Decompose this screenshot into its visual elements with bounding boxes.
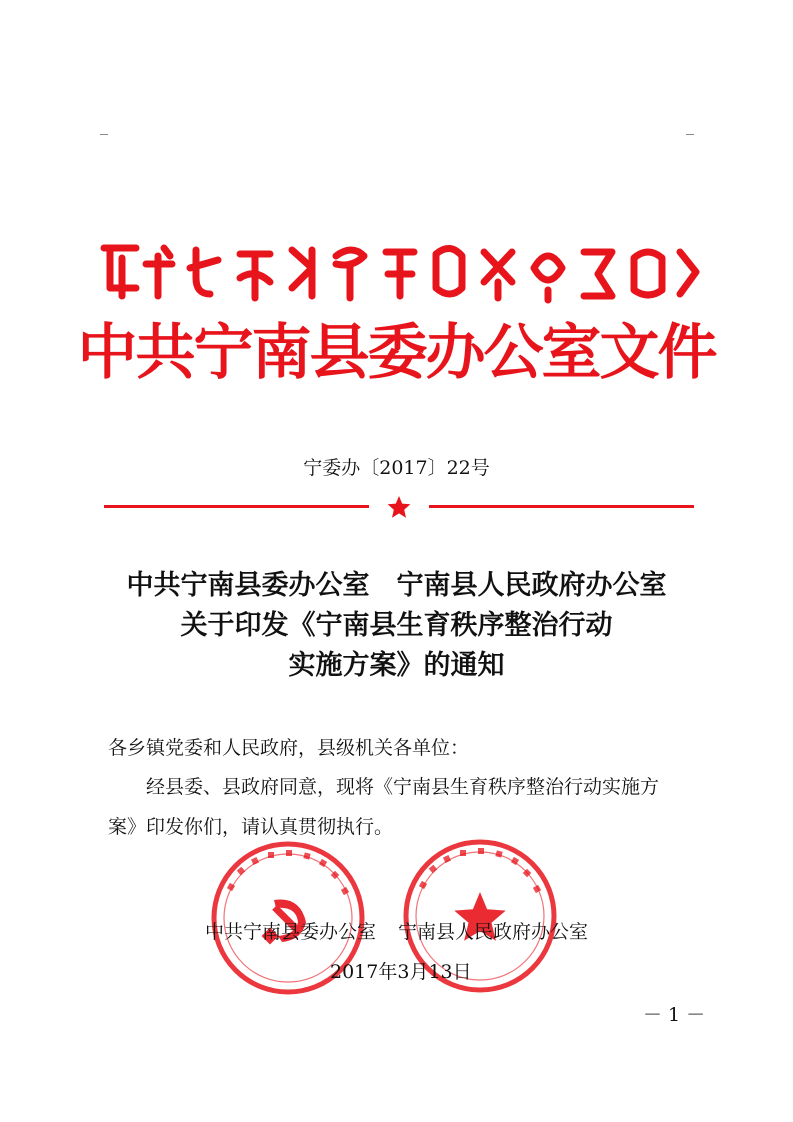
notice-subject [0,566,793,686]
addressee: 各乡镇党委和人民政府，县级机关各单位： [108,737,470,759]
issuer-government-office: 宁南县人民政府办公室 [398,921,589,943]
issue-date: 2017年3月13日 [330,961,472,983]
subject-line-1: 中共宁南县委办公室 宁南县人民政府办公室 [126,570,667,601]
body-paragraph-line-1: 经县委、县政府同意，现将《宁南县生育秩序整治行动实施方 [146,776,660,798]
divider-line-right [429,505,694,508]
red-divider [104,495,694,519]
document-number: 宁委办〔2017〕22号 [303,457,490,479]
crop-mark-left [100,134,108,135]
star-icon [388,496,411,518]
issuing-offices [0,918,793,946]
page-number: － 1 － [643,1004,706,1026]
divider-line-left [104,505,369,508]
subject-line-2: 关于印发《宁南县生育秩序整治行动 [180,610,613,641]
issuer-party-office: 中共宁南县委办公室 [204,921,376,943]
body-paragraph-line-2: 案》印发你们，请认真贯彻执行。 [108,816,394,838]
document-header-title: 中共宁南县委办公室文件 [77,318,716,388]
yi-script-header-icon [100,238,700,308]
crop-mark-right [686,134,694,135]
subject-line-3: 实施方案》的通知 [288,650,505,681]
